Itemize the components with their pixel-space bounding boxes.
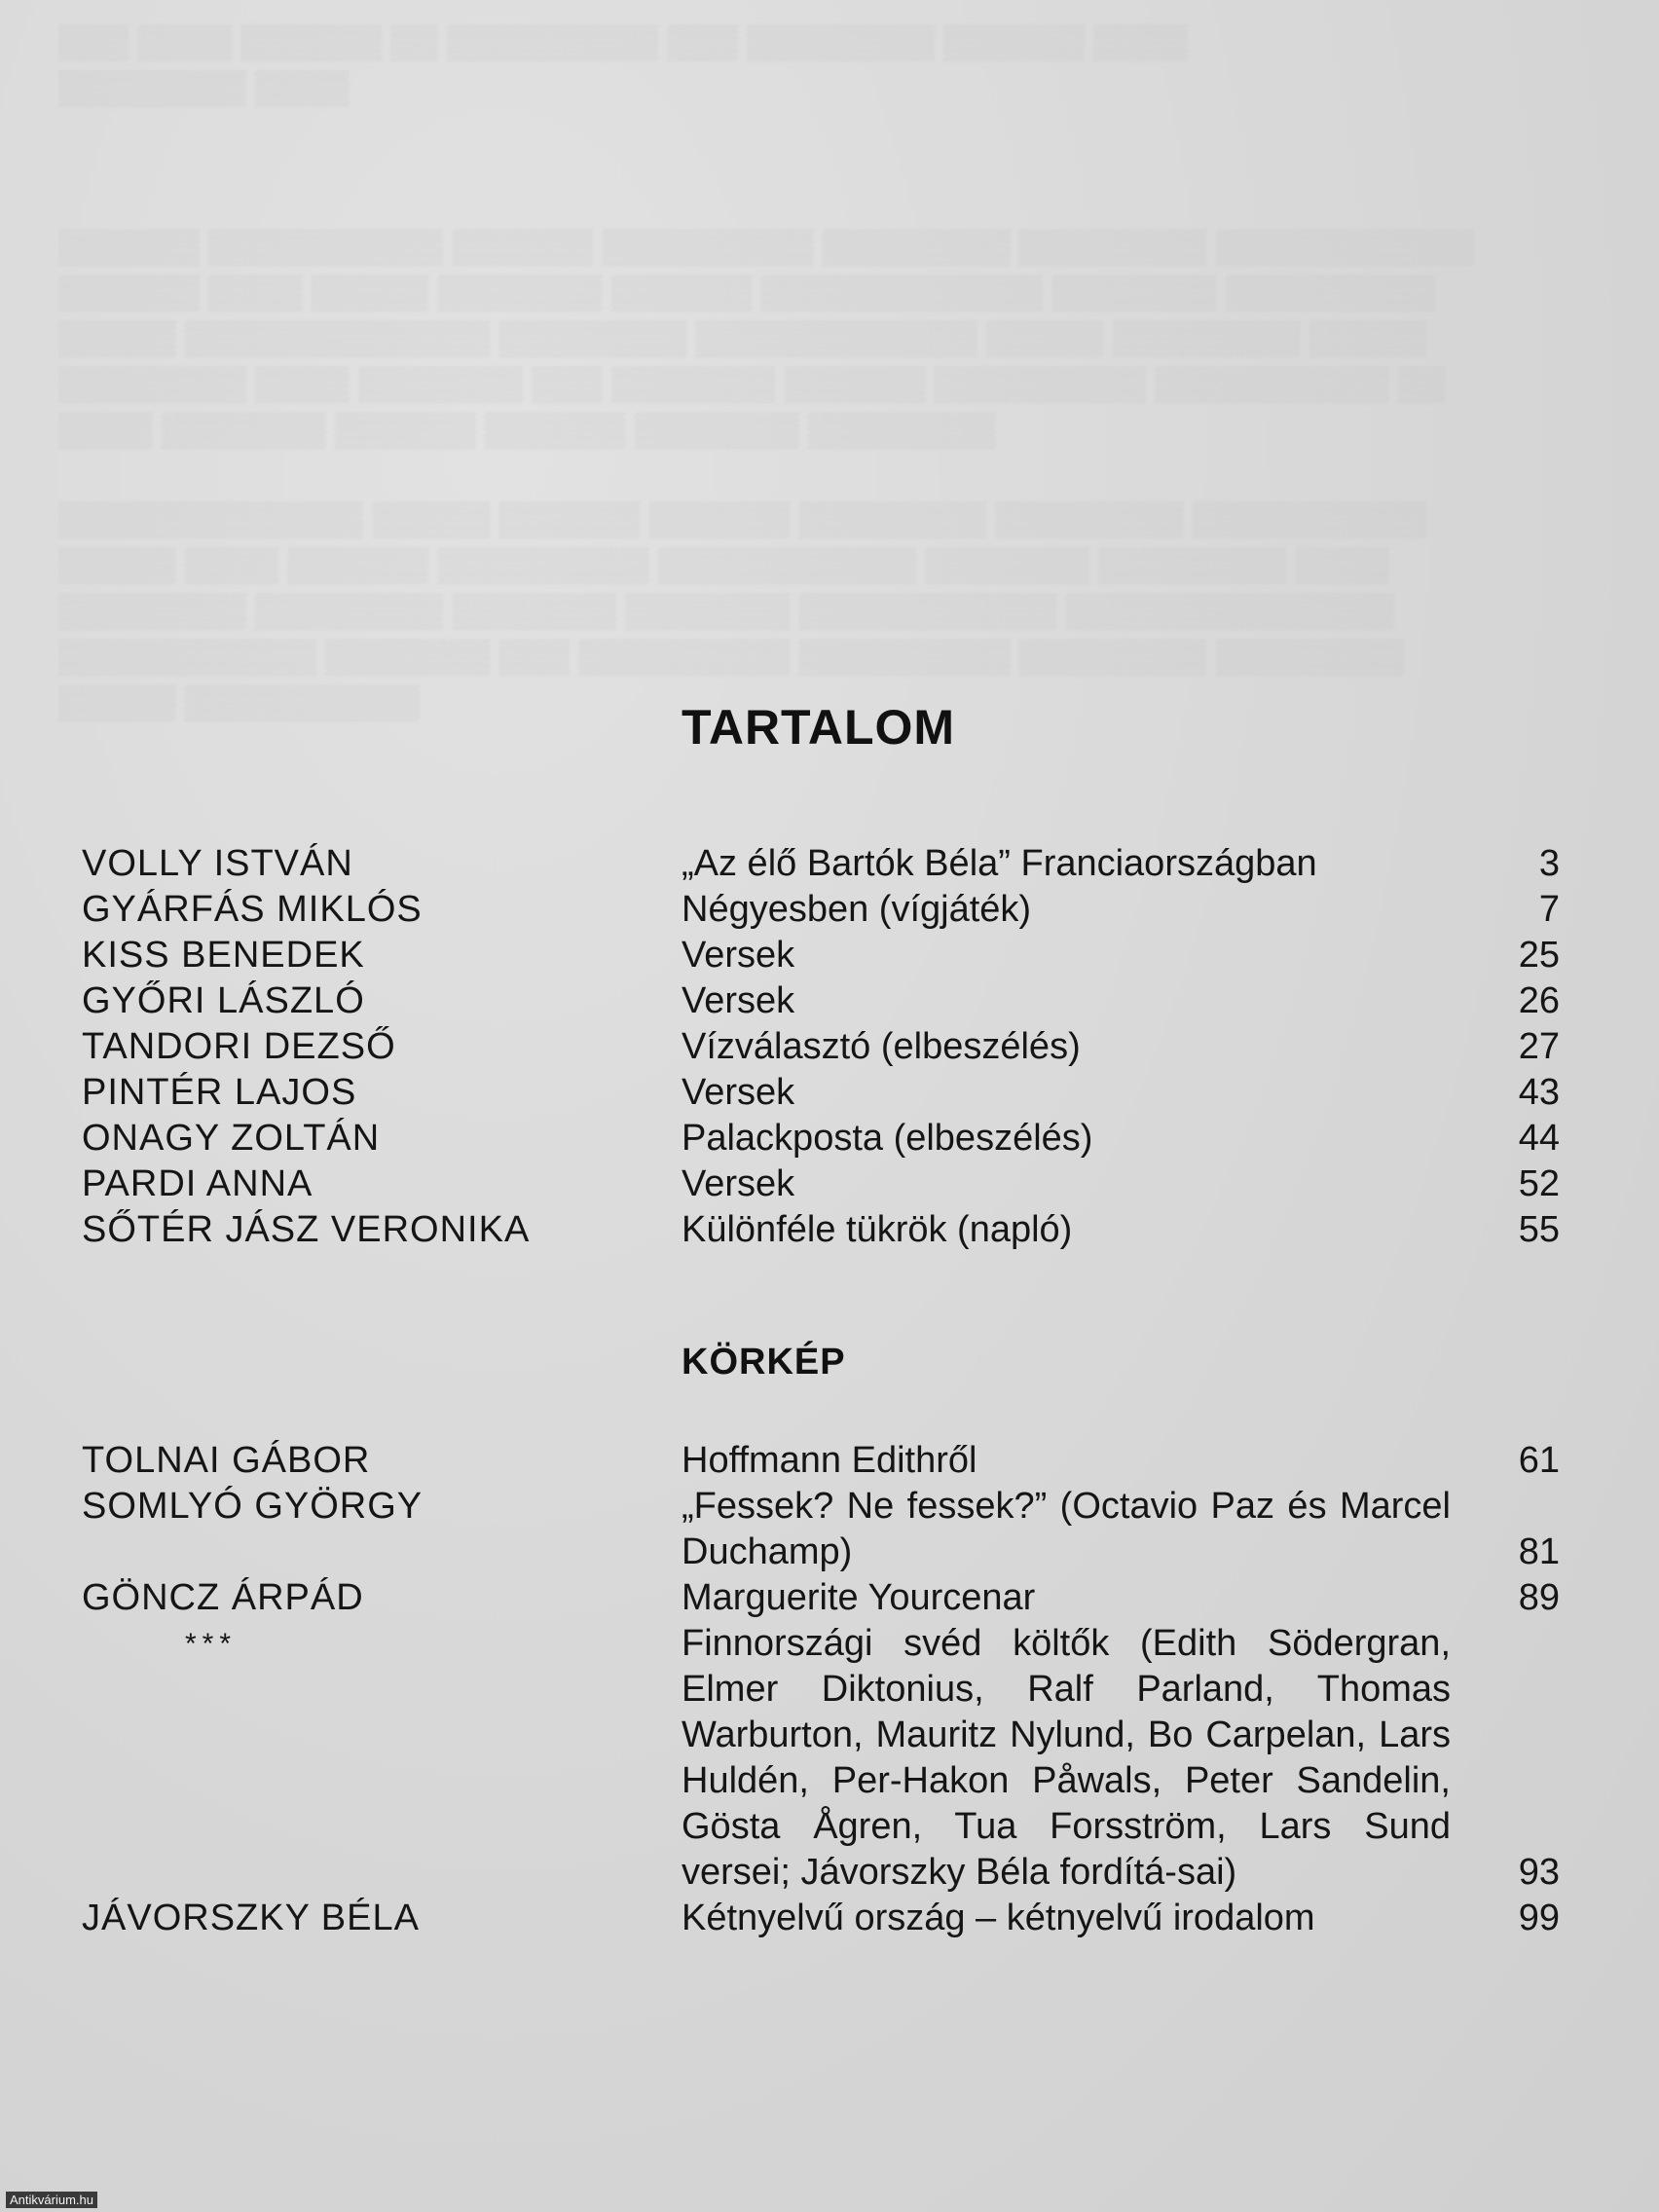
toc-entry (0, 1484, 1659, 1575)
toc-page-number: 81 (1518, 1531, 1560, 1572)
toc-entry (0, 1116, 1659, 1161)
toc-author: SŐTÉR JÁSZ VERONIKA (82, 1209, 531, 1250)
toc-entry (0, 1575, 1659, 1621)
toc-author: GYŐRI LÁSZLÓ (82, 980, 365, 1021)
toc-page-number: 25 (1518, 935, 1560, 976)
show-through-text: ▒▒▒ ▒▒▒▒ ▒▒▒▒▒▒ ▒▒ ▒▒▒▒▒▒▒▒▒ ▒▒▒ ▒▒▒▒▒▒▒▒ ▒▒▒▒▒▒ ▒▒▒▒ ▒▒▒▒▒▒▒▒ ▒▒▒▒ (58, 23, 1188, 106)
toc-page-number: 61 (1518, 1440, 1560, 1481)
toc-page-number: 43 (1518, 1072, 1560, 1113)
toc-page-number: 44 (1518, 1118, 1560, 1159)
table-of-contents (0, 841, 1659, 1253)
toc-entry (0, 933, 1659, 978)
toc-author: PARDI ANNA (82, 1163, 313, 1204)
toc-entry (0, 1161, 1659, 1207)
toc-work-title: „Az élő Bartók Béla” Franciaországban (682, 843, 1317, 884)
toc-author: *** (185, 1628, 238, 1660)
toc-work-title: Marguerite Yourcenar (682, 1577, 1036, 1618)
toc-page-number: 89 (1518, 1577, 1560, 1618)
toc-work-title: Vízválasztó (elbeszélés) (682, 1026, 1081, 1067)
toc-work-title: Versek (682, 1072, 795, 1113)
toc-author: PINTÉR LAJOS (82, 1072, 357, 1113)
toc-entry (0, 1438, 1659, 1484)
toc-work-title: Finnországi svéd költők (Edith Södergran, Elmer Diktonius, Ralf Parland, Thomas Warburton, Mauritz Nylund, Bo Carpelan, Lars Huldén, Per-Hakon Påwals, Peter Sandelin, Gösta Ågren, Tua Forsström, Lars Sund versei; Jávorszky Béla fordítá-sai) (682, 1623, 1451, 1893)
toc-entry (0, 887, 1659, 933)
toc-work-title: Hoffmann Edithről (682, 1440, 977, 1481)
toc-author: GÖNCZ ÁRPÁD (82, 1577, 364, 1618)
toc-entry (0, 978, 1659, 1024)
toc-work-title: Kétnyelvű ország – kétnyelvű irodalom (682, 1898, 1315, 1938)
toc-page-number: 3 (1538, 843, 1560, 884)
show-through-text: ▒▒▒▒▒▒▒▒▒▒▒▒▒ ▒▒▒▒▒ ▒▒▒▒▒▒ ▒▒▒▒▒▒ ▒▒▒▒▒▒▒▒ ▒▒▒▒▒▒▒▒ ▒▒▒▒▒▒▒▒▒▒ ▒▒▒▒▒ ▒▒▒▒ ▒▒▒▒▒▒ ▒▒▒▒▒▒▒▒▒ ▒▒▒▒▒▒▒▒▒▒▒ ▒▒▒▒▒▒▒ ▒▒▒▒▒▒▒▒ ▒▒▒▒ ▒▒▒▒▒▒▒▒ ▒▒▒▒▒▒▒▒ ▒▒▒▒▒▒▒ ▒▒▒▒▒▒▒ ▒▒▒▒▒▒▒▒▒▒▒ ▒▒▒▒▒▒▒▒▒▒▒▒▒▒ ▒▒▒▒▒▒▒▒▒▒▒ ▒▒▒▒▒▒▒ ▒▒▒ ▒▒▒▒▒▒▒▒▒ ▒▒▒▒▒▒▒▒▒ ▒▒▒▒▒▒▒▒ ▒▒▒▒▒▒▒▒ ▒▒▒▒▒ ▒▒▒▒▒▒▒▒▒▒ (58, 500, 1427, 720)
toc-entry (0, 1070, 1659, 1116)
toc-entry (0, 1207, 1659, 1253)
toc-page-number: 55 (1518, 1209, 1560, 1250)
watermark: Antikvárium.hu (6, 2192, 97, 2208)
toc-entry (0, 1896, 1659, 1941)
toc-author: SOMLYÓ GYÖRGY (82, 1486, 424, 1527)
toc-author: ONAGY ZOLTÁN (82, 1118, 381, 1159)
toc-work-title: Négyesben (vígjáték) (682, 889, 1032, 930)
toc-page-number: 52 (1518, 1163, 1560, 1204)
toc-page-number: 93 (1518, 1852, 1560, 1893)
toc-author: JÁVORSZKY BÉLA (82, 1898, 420, 1938)
toc-page-number: 7 (1538, 889, 1560, 930)
toc-page-number: 27 (1518, 1026, 1560, 1067)
toc-page-number: 26 (1518, 980, 1560, 1021)
toc-work-title: Versek (682, 935, 795, 976)
toc-work-title: Versek (682, 980, 795, 1021)
toc-work-title: Különféle tükrök (napló) (682, 1209, 1073, 1250)
show-through-text: ▒▒▒▒▒▒ ▒▒▒▒▒▒▒▒▒▒ ▒▒▒▒▒▒ ▒▒▒▒▒▒▒▒▒ ▒▒▒▒▒▒▒▒ ▒▒▒▒▒▒▒▒ ▒▒▒▒▒▒▒▒▒▒▒ ▒▒▒▒▒▒ ▒▒▒▒ ▒▒▒▒▒ ▒▒▒▒▒▒▒ ▒▒▒▒▒▒ ▒▒▒▒▒▒▒▒▒▒▒▒ ▒▒▒▒▒▒▒ ▒▒▒▒▒▒▒▒▒ ▒▒▒▒▒ ▒▒▒▒▒▒▒▒▒▒▒▒▒ ▒▒▒▒▒▒▒▒ ▒▒▒▒▒▒▒▒▒▒▒▒ ▒▒▒▒▒ ▒▒▒▒▒▒▒▒ ▒▒▒▒▒ ▒▒▒▒▒▒▒▒ ▒▒▒▒ ▒▒▒▒▒▒▒ ▒▒▒ ▒▒▒▒▒▒▒ ▒▒▒▒▒▒ ▒▒▒▒▒▒▒▒▒ ▒▒▒▒▒▒▒▒▒▒ ▒▒ ▒▒▒▒ ▒▒▒▒▒▒▒ ▒▒▒▒▒▒ ▒▒▒▒▒▒ ▒▒▒▒▒▒▒ ▒▒▒▒▒▒▒▒ (58, 228, 1474, 448)
toc-work-title: „Fessek? Ne fessek?” (Octavio Paz és Marcel Duchamp) (682, 1486, 1451, 1572)
page-title: TARTALOM (682, 700, 956, 755)
toc-author: TOLNAI GÁBOR (82, 1440, 371, 1481)
section-title-korkep: KÖRKÉP (682, 1342, 846, 1382)
toc-author: KISS BENEDEK (82, 935, 365, 976)
toc-author: GYÁRFÁS MIKLÓS (82, 889, 423, 930)
korkep-contents (0, 1438, 1659, 1941)
toc-page-number: 99 (1518, 1898, 1560, 1938)
toc-entry (0, 1024, 1659, 1070)
toc-author: TANDORI DEZSŐ (82, 1026, 396, 1067)
toc-work-title: Palackposta (elbeszélés) (682, 1118, 1093, 1159)
toc-entry (0, 841, 1659, 887)
toc-work-title: Versek (682, 1163, 795, 1204)
toc-author: VOLLY ISTVÁN (82, 843, 353, 884)
toc-entry (0, 1621, 1659, 1896)
